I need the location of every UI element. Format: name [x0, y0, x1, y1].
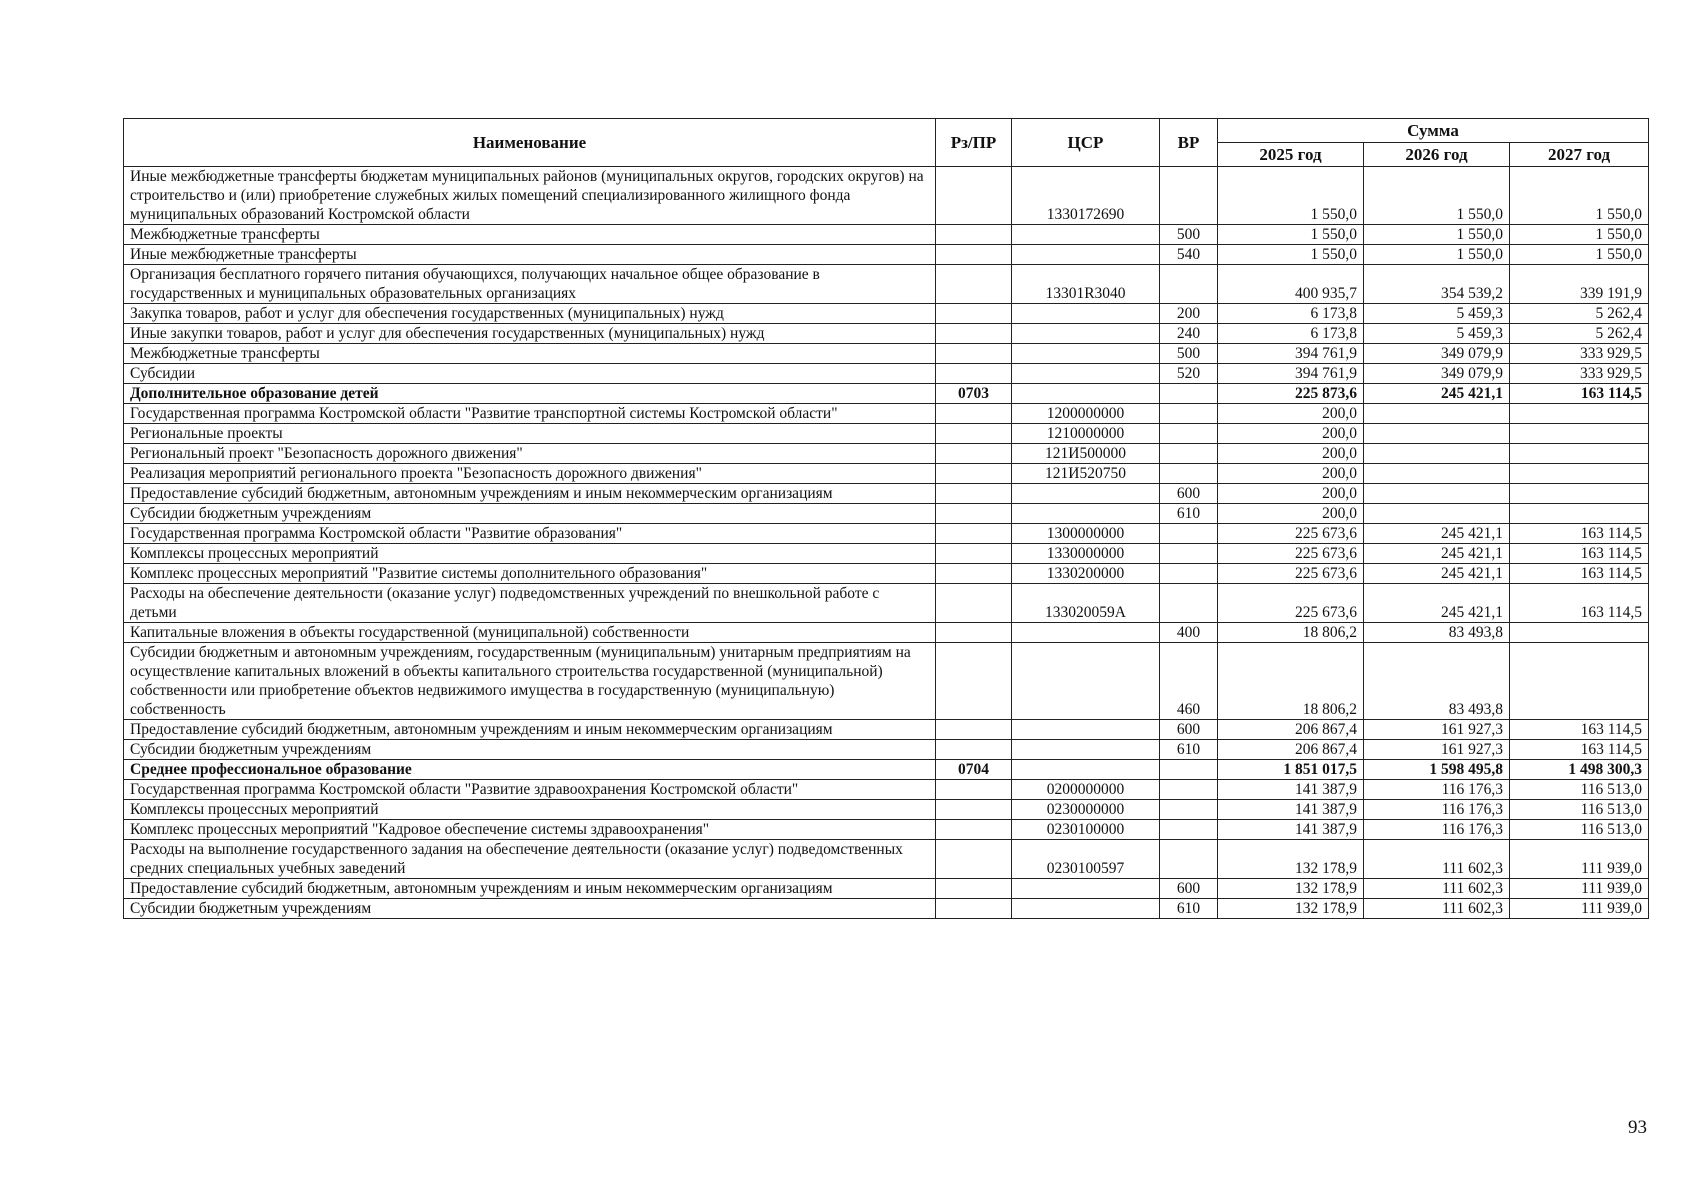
cell-2027 — [1510, 464, 1649, 484]
cell-vr — [1160, 464, 1218, 484]
cell-2026: 1 550,0 — [1364, 225, 1510, 245]
cell-2027 — [1510, 643, 1649, 720]
cell-2027: 1 550,0 — [1510, 167, 1649, 225]
cell-csr — [1012, 740, 1160, 760]
cell-rz — [936, 167, 1012, 225]
cell-rz — [936, 265, 1012, 304]
cell-2025: 18 806,2 — [1218, 623, 1364, 643]
table-row — [124, 623, 1649, 643]
cell-2027 — [1510, 484, 1649, 504]
cell-name: Субсидии бюджетным учреждениям — [124, 504, 936, 524]
cell-rz — [936, 304, 1012, 324]
cell-2027: 163 114,5 — [1510, 564, 1649, 584]
cell-vr — [1160, 404, 1218, 424]
cell-vr: 610 — [1160, 504, 1218, 524]
cell-rz — [936, 623, 1012, 643]
cell-2026: 116 176,3 — [1364, 780, 1510, 800]
table-body — [124, 167, 1649, 919]
cell-name: Межбюджетные трансферты — [124, 225, 936, 245]
cell-2025: 225 873,6 — [1218, 384, 1364, 404]
cell-2025: 132 178,9 — [1218, 899, 1364, 919]
cell-name: Комплекс процессных мероприятий "Развитие системы дополнительного образования" — [124, 564, 936, 584]
cell-2025: 394 761,9 — [1218, 344, 1364, 364]
cell-rz — [936, 643, 1012, 720]
cell-2025: 200,0 — [1218, 464, 1364, 484]
cell-2025: 200,0 — [1218, 444, 1364, 464]
cell-rz — [936, 740, 1012, 760]
cell-name: Предоставление субсидий бюджетным, автономным учреждениям и иным некоммерческим организациям — [124, 484, 936, 504]
cell-rz — [936, 444, 1012, 464]
cell-2026: 245 421,1 — [1364, 384, 1510, 404]
cell-csr: 121И520750 — [1012, 464, 1160, 484]
cell-2026 — [1364, 404, 1510, 424]
cell-2025: 1 550,0 — [1218, 167, 1364, 225]
cell-2027: 1 550,0 — [1510, 225, 1649, 245]
cell-rz — [936, 840, 1012, 879]
cell-csr — [1012, 720, 1160, 740]
cell-name: Организация бесплатного горячего питания обучающихся, получающих начальное общее образование в государственных и муниципальных образовательных организациях — [124, 265, 936, 304]
cell-csr — [1012, 504, 1160, 524]
cell-2025: 6 173,8 — [1218, 324, 1364, 344]
cell-vr: 500 — [1160, 344, 1218, 364]
cell-2027: 163 114,5 — [1510, 720, 1649, 740]
cell-2026: 245 421,1 — [1364, 524, 1510, 544]
cell-2025: 6 173,8 — [1218, 304, 1364, 324]
cell-2026: 349 079,9 — [1364, 344, 1510, 364]
cell-name: Государственная программа Костромской области "Развитие образования" — [124, 524, 936, 544]
cell-vr: 240 — [1160, 324, 1218, 344]
table-row — [124, 364, 1649, 384]
table-row — [124, 464, 1649, 484]
cell-2026 — [1364, 484, 1510, 504]
cell-2026 — [1364, 464, 1510, 484]
cell-vr: 600 — [1160, 720, 1218, 740]
cell-vr: 520 — [1160, 364, 1218, 384]
cell-rz — [936, 584, 1012, 623]
cell-2027: 5 262,4 — [1510, 324, 1649, 344]
cell-csr: 1300000000 — [1012, 524, 1160, 544]
cell-2025: 141 387,9 — [1218, 800, 1364, 820]
cell-csr — [1012, 899, 1160, 919]
table-row — [124, 424, 1649, 444]
cell-2027: 116 513,0 — [1510, 780, 1649, 800]
cell-rz — [936, 899, 1012, 919]
cell-rz — [936, 424, 1012, 444]
cell-csr — [1012, 324, 1160, 344]
cell-csr: 0230100597 — [1012, 840, 1160, 879]
cell-2026: 83 493,8 — [1364, 643, 1510, 720]
cell-2027: 339 191,9 — [1510, 265, 1649, 304]
cell-2026: 354 539,2 — [1364, 265, 1510, 304]
cell-2026: 245 421,1 — [1364, 564, 1510, 584]
table-row — [124, 800, 1649, 820]
cell-2025: 141 387,9 — [1218, 820, 1364, 840]
cell-2025: 200,0 — [1218, 404, 1364, 424]
table-row — [124, 584, 1649, 623]
cell-2025: 394 761,9 — [1218, 364, 1364, 384]
cell-2026: 111 602,3 — [1364, 879, 1510, 899]
cell-rz — [936, 879, 1012, 899]
cell-csr — [1012, 760, 1160, 780]
cell-name: Иные закупки товаров, работ и услуг для обеспечения государственных (муниципальных) нужд — [124, 324, 936, 344]
cell-2027: 163 114,5 — [1510, 524, 1649, 544]
cell-2026: 245 421,1 — [1364, 584, 1510, 623]
cell-vr: 600 — [1160, 879, 1218, 899]
table-row — [124, 245, 1649, 265]
cell-vr — [1160, 384, 1218, 404]
table-row — [124, 899, 1649, 919]
cell-2027: 5 262,4 — [1510, 304, 1649, 324]
cell-vr — [1160, 444, 1218, 464]
cell-csr: 1200000000 — [1012, 404, 1160, 424]
cell-2027 — [1510, 444, 1649, 464]
cell-2025: 18 806,2 — [1218, 643, 1364, 720]
table-row — [124, 564, 1649, 584]
cell-2026: 161 927,3 — [1364, 740, 1510, 760]
table-row — [124, 265, 1649, 304]
cell-vr — [1160, 524, 1218, 544]
cell-name: Предоставление субсидий бюджетным, автономным учреждениям и иным некоммерческим организациям — [124, 879, 936, 899]
cell-name: Государственная программа Костромской области "Развитие транспортной системы Костромской области" — [124, 404, 936, 424]
cell-csr: 121И500000 — [1012, 444, 1160, 464]
table-row — [124, 720, 1649, 740]
cell-name: Расходы на выполнение государственного задания на обеспечение деятельности (оказание услуг) подведомственных средних специальных учебных заведений — [124, 840, 936, 879]
cell-2025: 200,0 — [1218, 424, 1364, 444]
cell-csr — [1012, 879, 1160, 899]
cell-csr — [1012, 623, 1160, 643]
cell-vr: 610 — [1160, 740, 1218, 760]
cell-vr — [1160, 544, 1218, 564]
table-row — [124, 544, 1649, 564]
header-name: Наименование — [124, 119, 936, 167]
cell-2025: 225 673,6 — [1218, 544, 1364, 564]
cell-name: Капитальные вложения в объекты государственной (муниципальной) собственности — [124, 623, 936, 643]
cell-2025: 1 851 017,5 — [1218, 760, 1364, 780]
table-row — [124, 167, 1649, 225]
cell-rz — [936, 464, 1012, 484]
table-row — [124, 324, 1649, 344]
cell-csr: 1330172690 — [1012, 167, 1160, 225]
cell-rz — [936, 720, 1012, 740]
cell-vr: 400 — [1160, 623, 1218, 643]
cell-rz — [936, 364, 1012, 384]
table-row — [124, 484, 1649, 504]
cell-2027: 111 939,0 — [1510, 879, 1649, 899]
cell-vr: 600 — [1160, 484, 1218, 504]
cell-2025: 225 673,6 — [1218, 524, 1364, 544]
table-row — [124, 344, 1649, 364]
cell-name: Комплексы процессных мероприятий — [124, 800, 936, 820]
table-row — [124, 760, 1649, 780]
cell-name: Закупка товаров, работ и услуг для обеспечения государственных (муниципальных) нужд — [124, 304, 936, 324]
header-csr: ЦСР — [1012, 119, 1160, 167]
cell-name: Комплекс процессных мероприятий "Кадровое обеспечение системы здравоохранения" — [124, 820, 936, 840]
cell-vr — [1160, 564, 1218, 584]
cell-csr: 133020059А — [1012, 584, 1160, 623]
table-row — [124, 820, 1649, 840]
cell-name: Субсидии бюджетным учреждениям — [124, 899, 936, 919]
cell-2027: 116 513,0 — [1510, 820, 1649, 840]
cell-rz — [936, 324, 1012, 344]
cell-2025: 225 673,6 — [1218, 584, 1364, 623]
cell-2027 — [1510, 404, 1649, 424]
cell-rz — [936, 344, 1012, 364]
cell-vr — [1160, 167, 1218, 225]
cell-2026: 83 493,8 — [1364, 623, 1510, 643]
cell-2025: 1 550,0 — [1218, 245, 1364, 265]
cell-2025: 400 935,7 — [1218, 265, 1364, 304]
cell-csr — [1012, 225, 1160, 245]
cell-vr — [1160, 820, 1218, 840]
cell-2027: 163 114,5 — [1510, 384, 1649, 404]
cell-vr — [1160, 424, 1218, 444]
table-row — [124, 780, 1649, 800]
cell-2026 — [1364, 424, 1510, 444]
cell-2025: 225 673,6 — [1218, 564, 1364, 584]
cell-2026 — [1364, 444, 1510, 464]
cell-name: Реализация мероприятий регионального проекта "Безопасность дорожного движения" — [124, 464, 936, 484]
table-row — [124, 504, 1649, 524]
cell-vr: 500 — [1160, 225, 1218, 245]
cell-vr: 200 — [1160, 304, 1218, 324]
header-rz: Рз/ПР — [936, 119, 1012, 167]
cell-rz — [936, 504, 1012, 524]
cell-2025: 132 178,9 — [1218, 879, 1364, 899]
table-row — [124, 225, 1649, 245]
cell-rz — [936, 820, 1012, 840]
cell-name: Субсидии бюджетным и автономным учреждениям, государственным (муниципальным) унитарным предприятиям на осуществление капитальных вложений в объекты капитального строительства государственной (муниципальной) собственности или приобретение объектов недвижимого имущества в государственную (муниципальную) собственность — [124, 643, 936, 720]
cell-rz — [936, 780, 1012, 800]
table-header — [124, 119, 1649, 167]
cell-csr — [1012, 344, 1160, 364]
table-row — [124, 384, 1649, 404]
header-year-2025: 2025 год — [1218, 143, 1364, 167]
cell-2027 — [1510, 424, 1649, 444]
cell-name: Комплексы процессных мероприятий — [124, 544, 936, 564]
table-row — [124, 840, 1649, 879]
cell-name: Государственная программа Костромской области "Развитие здравоохранения Костромской области" — [124, 780, 936, 800]
cell-rz: 0704 — [936, 760, 1012, 780]
cell-name: Субсидии — [124, 364, 936, 384]
cell-2027: 111 939,0 — [1510, 840, 1649, 879]
header-year-2026: 2026 год — [1364, 143, 1510, 167]
cell-csr — [1012, 384, 1160, 404]
cell-csr: 13301R3040 — [1012, 265, 1160, 304]
cell-2025: 1 550,0 — [1218, 225, 1364, 245]
cell-2026: 1 550,0 — [1364, 167, 1510, 225]
cell-csr — [1012, 484, 1160, 504]
cell-2026: 111 602,3 — [1364, 899, 1510, 919]
cell-rz — [936, 225, 1012, 245]
cell-2027 — [1510, 504, 1649, 524]
cell-name: Иные межбюджетные трансферты — [124, 245, 936, 265]
budget-table — [123, 118, 1649, 919]
cell-2026: 5 459,3 — [1364, 324, 1510, 344]
cell-csr: 1210000000 — [1012, 424, 1160, 444]
table-row — [124, 524, 1649, 544]
cell-csr — [1012, 245, 1160, 265]
cell-rz — [936, 524, 1012, 544]
header-year-2027: 2027 год — [1510, 143, 1649, 167]
cell-csr — [1012, 364, 1160, 384]
table-row — [124, 444, 1649, 464]
cell-2027: 116 513,0 — [1510, 800, 1649, 820]
cell-name: Региональный проект "Безопасность дорожного движения" — [124, 444, 936, 464]
cell-2026: 116 176,3 — [1364, 820, 1510, 840]
page-number: 93 — [1628, 1117, 1647, 1138]
cell-2025: 132 178,9 — [1218, 840, 1364, 879]
cell-name: Межбюджетные трансферты — [124, 344, 936, 364]
table-row — [124, 643, 1649, 720]
cell-name: Среднее профессиональное образование — [124, 760, 936, 780]
cell-2026: 161 927,3 — [1364, 720, 1510, 740]
cell-rz — [936, 544, 1012, 564]
cell-2026: 116 176,3 — [1364, 800, 1510, 820]
cell-2027: 163 114,5 — [1510, 544, 1649, 564]
cell-csr: 1330200000 — [1012, 564, 1160, 584]
cell-vr — [1160, 584, 1218, 623]
cell-2025: 200,0 — [1218, 504, 1364, 524]
cell-name: Субсидии бюджетным учреждениям — [124, 740, 936, 760]
header-vr: ВР — [1160, 119, 1218, 167]
cell-2026: 245 421,1 — [1364, 544, 1510, 564]
cell-csr: 0230000000 — [1012, 800, 1160, 820]
cell-2025: 206 867,4 — [1218, 720, 1364, 740]
cell-2026: 5 459,3 — [1364, 304, 1510, 324]
cell-2026: 349 079,9 — [1364, 364, 1510, 384]
cell-csr — [1012, 643, 1160, 720]
cell-2025: 206 867,4 — [1218, 740, 1364, 760]
cell-vr — [1160, 800, 1218, 820]
cell-vr — [1160, 265, 1218, 304]
header-sum: Сумма — [1218, 119, 1649, 143]
cell-2026: 111 602,3 — [1364, 840, 1510, 879]
cell-name: Предоставление субсидий бюджетным, автономным учреждениям и иным некоммерческим организациям — [124, 720, 936, 740]
cell-name: Дополнительное образование детей — [124, 384, 936, 404]
cell-rz — [936, 245, 1012, 265]
cell-2027: 333 929,5 — [1510, 364, 1649, 384]
cell-rz — [936, 484, 1012, 504]
table-row — [124, 740, 1649, 760]
cell-vr: 540 — [1160, 245, 1218, 265]
cell-2026: 1 550,0 — [1364, 245, 1510, 265]
cell-2027: 163 114,5 — [1510, 584, 1649, 623]
cell-name: Иные межбюджетные трансферты бюджетам муниципальных районов (муниципальных округов, городских округов) на строительство и (или) приобретение служебных жилых помещений специализированного жилищного фонда муниципальных образований Костромской области — [124, 167, 936, 225]
cell-2027: 163 114,5 — [1510, 740, 1649, 760]
cell-csr: 0230100000 — [1012, 820, 1160, 840]
cell-rz: 0703 — [936, 384, 1012, 404]
cell-csr: 1330000000 — [1012, 544, 1160, 564]
cell-2026 — [1364, 504, 1510, 524]
table-row — [124, 404, 1649, 424]
table-row — [124, 879, 1649, 899]
budget-table-container — [123, 118, 1648, 919]
cell-vr — [1160, 840, 1218, 879]
cell-rz — [936, 404, 1012, 424]
cell-2027: 333 929,5 — [1510, 344, 1649, 364]
cell-2027: 111 939,0 — [1510, 899, 1649, 919]
cell-vr — [1160, 780, 1218, 800]
cell-vr: 610 — [1160, 899, 1218, 919]
cell-name: Региональные проекты — [124, 424, 936, 444]
cell-2025: 200,0 — [1218, 484, 1364, 504]
cell-2027: 1 498 300,3 — [1510, 760, 1649, 780]
cell-csr — [1012, 304, 1160, 324]
cell-rz — [936, 564, 1012, 584]
cell-2025: 141 387,9 — [1218, 780, 1364, 800]
table-row — [124, 304, 1649, 324]
cell-name: Расходы на обеспечение деятельности (оказание услуг) подведомственных учреждений по внешкольной работе с детьми — [124, 584, 936, 623]
cell-vr: 460 — [1160, 643, 1218, 720]
cell-2027 — [1510, 623, 1649, 643]
cell-2027: 1 550,0 — [1510, 245, 1649, 265]
cell-rz — [936, 800, 1012, 820]
cell-csr: 0200000000 — [1012, 780, 1160, 800]
cell-vr — [1160, 760, 1218, 780]
cell-2026: 1 598 495,8 — [1364, 760, 1510, 780]
